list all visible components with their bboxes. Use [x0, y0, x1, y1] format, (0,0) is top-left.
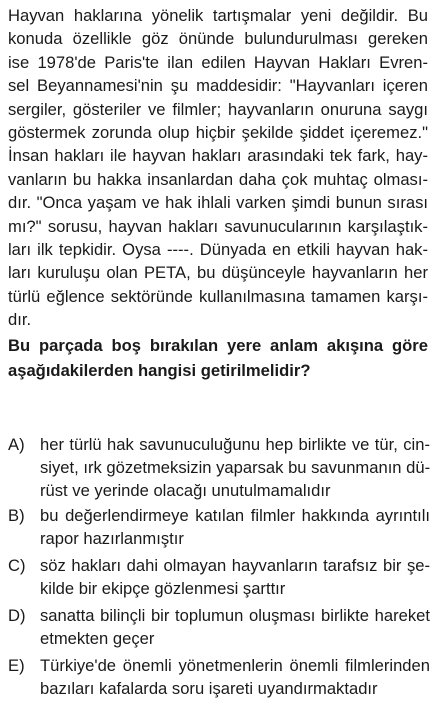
passage-line: sergiler, gösteriler ve filmler; hayvanların onuruna saygı — [8, 99, 428, 119]
passage-line: dır. — [8, 310, 32, 330]
option-d[interactable] — [8, 604, 430, 654]
option-line: rüst ve yerinde olacağı unutulmamalıdır — [40, 481, 331, 500]
option-b[interactable] — [8, 504, 430, 554]
answer-options — [8, 433, 430, 702]
passage-line: ise 1978'de Paris'te ilan edilen Hayvan Hakları Evren- — [8, 52, 428, 72]
passage-line: ları ilk tepkidir. Oysa ----. Dünyada en etkili hayvan hak- — [8, 239, 428, 259]
question-line: Bu parçada boş bırakılan yere anlam akışına göre — [8, 336, 428, 355]
option-line: bu değerlendirmeye katılan filmler hakkında ayrıntılı — [40, 506, 430, 525]
option-line: rapor hazırlanmıştır — [40, 529, 184, 548]
passage-line: İnsan hakları ile hayvan hakları arasındaki tek fark, hay- — [8, 146, 428, 166]
passage-line: türlü eğlence sektöründe kullanılmasına tamamen karşı- — [8, 286, 428, 306]
passage-line: Hayvan haklarına yönelik tartışmalar yeni değildir. Bu — [8, 6, 428, 25]
passage-line: ları kuruluşu olan PETA, bu düşünceyle hayvanların her — [8, 263, 428, 283]
question-line: aşağıdakilerden hangisi getirilmelidir? — [8, 361, 311, 380]
option-line: kilde bir ekipçe gözlenmesi şarttır — [40, 579, 286, 598]
reading-passage — [8, 4, 428, 331]
option-line: siyet, ırk gözetmeksizin yaparsak bu savunmanın dü- — [40, 458, 431, 477]
passage-line: göstermek zorunda olup hiçbir şekilde şiddet içeremez." — [8, 122, 428, 142]
option-text — [40, 504, 430, 550]
passage-line: vanların bu hakka insanlardan daha çok muhtaç olması- — [8, 169, 428, 189]
option-text — [40, 654, 430, 700]
option-c[interactable] — [8, 554, 430, 604]
option-letter: E) — [8, 656, 25, 675]
option-text — [40, 433, 430, 502]
question-stem — [8, 333, 428, 383]
option-letter: B) — [8, 506, 25, 525]
option-text — [40, 604, 430, 650]
passage-line: sel Beyannamesi'nin şu maddesidir: "Hayvanları içeren — [8, 76, 428, 96]
option-letter: D) — [8, 606, 26, 625]
option-line: bazıları kafalarda soru işareti uyandırmaktadır — [40, 679, 378, 698]
option-letter: A) — [8, 435, 25, 454]
passage-line: konuda özellikle göz önünde bulundurulması gereken — [8, 29, 428, 49]
option-line: Türkiye'de önemli yönetmenlerin önemli filmlerinden — [40, 656, 430, 675]
option-letter: C) — [8, 556, 26, 575]
option-text — [40, 554, 430, 600]
option-line: sanatta bilinçli bir toplumun oluşması birlikte hareket — [40, 606, 430, 625]
option-line: etmekten geçer — [40, 629, 155, 648]
passage-line: dır. "Onca yaşam ve hak ihlali varken şimdi bunun sırası — [8, 193, 428, 213]
option-line: söz hakları dahi olmayan hayvanların tarafsız bir şe- — [40, 556, 430, 575]
option-a[interactable] — [8, 433, 430, 504]
option-line: her türlü hak savunuculuğunu hep birlikte ve tür, cin- — [40, 435, 430, 454]
option-e[interactable] — [8, 654, 430, 702]
passage-line: mı?" sorusu, hayvan hakları savunucularının karşılaştık- — [8, 216, 428, 236]
